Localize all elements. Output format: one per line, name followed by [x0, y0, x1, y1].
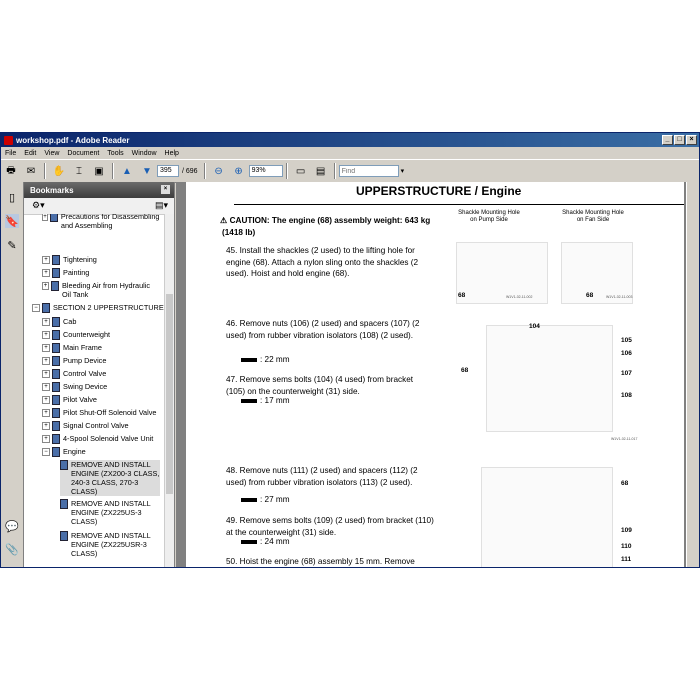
step-47: 47. Remove sems bolts (104) (4 used) from bracket (105) on the counterweight (31) side. — [226, 375, 414, 396]
wrench-size: : 27 mm — [241, 494, 290, 506]
previous-page-icon[interactable]: ▲ — [122, 165, 132, 177]
bookmark-item[interactable]: + Painting — [42, 268, 89, 278]
bookmark-item[interactable]: + 4-Spool Solenoid Valve Unit — [42, 434, 153, 444]
bookmark-item[interactable]: + Counterweight — [42, 330, 110, 340]
pdf-page — [186, 182, 684, 567]
wrench-size: : 22 mm — [241, 354, 290, 366]
comments-icon[interactable]: 💬 — [5, 520, 19, 533]
wrench-icon — [241, 399, 257, 403]
maximize-button[interactable]: □ — [674, 135, 685, 145]
bookmark-item[interactable]: − Engine — [42, 447, 86, 457]
zoom-out-icon[interactable]: ⊖ — [214, 165, 223, 177]
title-bar — [1, 133, 699, 147]
warning-icon: ⚠ — [220, 216, 230, 225]
find-input[interactable] — [339, 165, 399, 177]
pages-panel-icon[interactable]: ▯ — [8, 191, 16, 204]
figure-label: 111 — [621, 556, 632, 563]
find-dropdown-icon[interactable]: ▾ — [400, 168, 405, 175]
bookmark-item[interactable]: + Cab — [42, 317, 76, 327]
email-icon[interactable]: ✉ — [26, 165, 36, 177]
menu-window[interactable]: Window — [131, 149, 157, 157]
figure-label: 109 — [621, 527, 632, 534]
figure-engine-mount-fan — [486, 325, 613, 432]
bookmark-item[interactable]: + Main Frame — [42, 343, 102, 353]
fit-page-icon[interactable]: ▭ — [295, 165, 306, 177]
options-icon[interactable]: ⚙▾ — [32, 200, 45, 210]
figure-caption: W1V1-02-11-017 — [611, 437, 638, 441]
menu-help[interactable]: Help — [164, 149, 179, 157]
figure-label: 68 — [621, 480, 629, 487]
bookmarks-header: Bookmarks × — [24, 182, 174, 198]
figure-label: 68 — [458, 292, 466, 299]
bookmark-item[interactable]: + Swing Device — [42, 382, 107, 392]
hand-tool-icon[interactable]: ✋ — [52, 165, 66, 177]
step-45: 45. Install the shackles (2 used) to the lifting hole for engine (68). Attach a nylon sling onto the shackles (2 used). Hoist and hold engine (68). — [226, 246, 419, 278]
zoom-select[interactable]: 93% — [249, 165, 283, 177]
document-view — [176, 182, 688, 567]
figure-label: 106 — [621, 350, 632, 357]
figure-label: 107 — [621, 370, 632, 377]
snapshot-icon[interactable]: ▣ — [94, 165, 104, 177]
step-50: 50. Hoist the engine (68) assembly 15 mm. Remove — [226, 557, 415, 566]
bookmark-item[interactable]: REMOVE AND INSTALL ENGINE (ZX225USR-3 CLASS) — [60, 531, 160, 558]
bookmarks-panel-icon[interactable]: 🔖 — [5, 215, 19, 228]
zoom-in-icon[interactable]: ⊕ — [234, 165, 243, 177]
window-title: workshop.pdf - Adobe Reader — [16, 135, 130, 145]
menu-file[interactable]: File — [5, 149, 17, 157]
attachments-icon[interactable]: 📎 — [5, 543, 19, 556]
figure-label: 68 — [461, 367, 469, 374]
select-tool-icon[interactable]: ⌶ — [76, 165, 82, 177]
figure-note: Shackle Mounting Hole on Fan Side — [562, 210, 624, 223]
bookmark-item[interactable]: + Pilot Valve — [42, 395, 97, 405]
figure-label: 108 — [621, 392, 632, 399]
figure-label: 105 — [621, 337, 632, 344]
menu-view[interactable]: View — [44, 149, 60, 157]
page-title: UPPERSTRUCTURE / Engine — [356, 184, 522, 198]
figure-label: 104 — [529, 323, 540, 330]
bookmark-section[interactable]: − SECTION 2 UPPERSTRUCTURE — [32, 303, 164, 313]
menu-tools[interactable]: Tools — [107, 149, 124, 157]
figure-engine-mount-pump — [481, 467, 613, 567]
print-icon[interactable]: 🖶 — [6, 164, 16, 176]
wrench-icon — [241, 498, 257, 502]
reader-window — [0, 132, 700, 568]
menu-bar — [1, 147, 699, 159]
signatures-panel-icon[interactable]: ✎ — [7, 239, 17, 252]
step-49: 49. Remove sems bolts (109) (2 used) from bracket (110) at the counterweight (31) side. — [226, 516, 434, 537]
wrench-size: : 24 mm — [241, 536, 290, 548]
bookmark-item[interactable]: + Pilot Shut-Off Solenoid Valve — [42, 408, 164, 418]
bookmark-item-selected[interactable]: REMOVE AND INSTALL ENGINE (ZX200-3 CLASS, 240-3 CLASS, 270-3 CLASS) — [60, 460, 160, 496]
figure-caption: W1V1-02-11-003 — [606, 295, 633, 299]
figure-shackle-pump — [456, 242, 548, 304]
menu-edit[interactable]: Edit — [24, 149, 37, 157]
title-rule — [234, 204, 684, 205]
navigation-pane-strip — [1, 182, 24, 567]
bookmark-item[interactable]: + Pump Device — [42, 356, 106, 366]
figure-label: 68 — [586, 292, 594, 299]
step-46: 46. Remove nuts (106) (2 used) and spacers (107) (2 used) from rubber vibration isolators (108) (2 used). — [226, 319, 420, 340]
close-panel-icon[interactable]: × — [161, 185, 170, 194]
bookmark-item[interactable]: + Tightening — [42, 255, 97, 265]
close-button[interactable]: × — [686, 135, 697, 145]
bookmark-item[interactable]: REMOVE AND INSTALL ENGINE (ZX225US-3 CLASS) — [60, 499, 160, 526]
fit-width-icon[interactable]: ▤ — [315, 165, 326, 177]
wrench-size: : 17 mm — [241, 395, 290, 407]
bookmarks-scrollbar[interactable] — [164, 214, 174, 567]
new-bookmark-icon[interactable]: ▤▾ — [154, 200, 168, 210]
bookmark-item[interactable]: + Bleeding Air from Hydraulic Oil Tank — [43, 281, 151, 299]
bookmark-item[interactable]: + Control Valve — [42, 369, 106, 379]
next-page-icon[interactable]: ▼ — [142, 165, 152, 177]
page-total: / 696 — [182, 167, 198, 175]
bookmark-tree — [24, 214, 164, 567]
step-48: 48. Remove nuts (111) (2 used) and spacers (112) (2 used) from rubber vibration isolators (113) (2 used). — [226, 466, 418, 487]
toolbar — [1, 159, 699, 183]
caution-text: ⚠ CAUTION: The engine (68) assembly weight: 643 kg (1418 lb) — [220, 216, 431, 237]
bookmark-item[interactable]: + Precautions for Disassembling and Assembling — [43, 214, 160, 230]
wrench-icon — [241, 358, 257, 362]
bookmark-item[interactable]: + Signal Control Valve — [42, 421, 129, 431]
bookmarks-panel — [24, 182, 175, 567]
minimize-button[interactable]: _ — [662, 135, 673, 145]
menu-document[interactable]: Document — [67, 149, 100, 157]
figure-caption: W1V1-02-11-002 — [506, 295, 533, 299]
document-scrollbar[interactable] — [686, 182, 699, 567]
figure-note: Shackle Mounting Hole on Pump Side — [458, 210, 520, 223]
adobe-reader-icon — [4, 136, 13, 145]
wrench-icon — [241, 540, 257, 544]
figure-label: 110 — [621, 543, 632, 550]
page-number-input[interactable]: 395 — [157, 165, 179, 177]
bookmarks-toolbar — [24, 198, 174, 215]
